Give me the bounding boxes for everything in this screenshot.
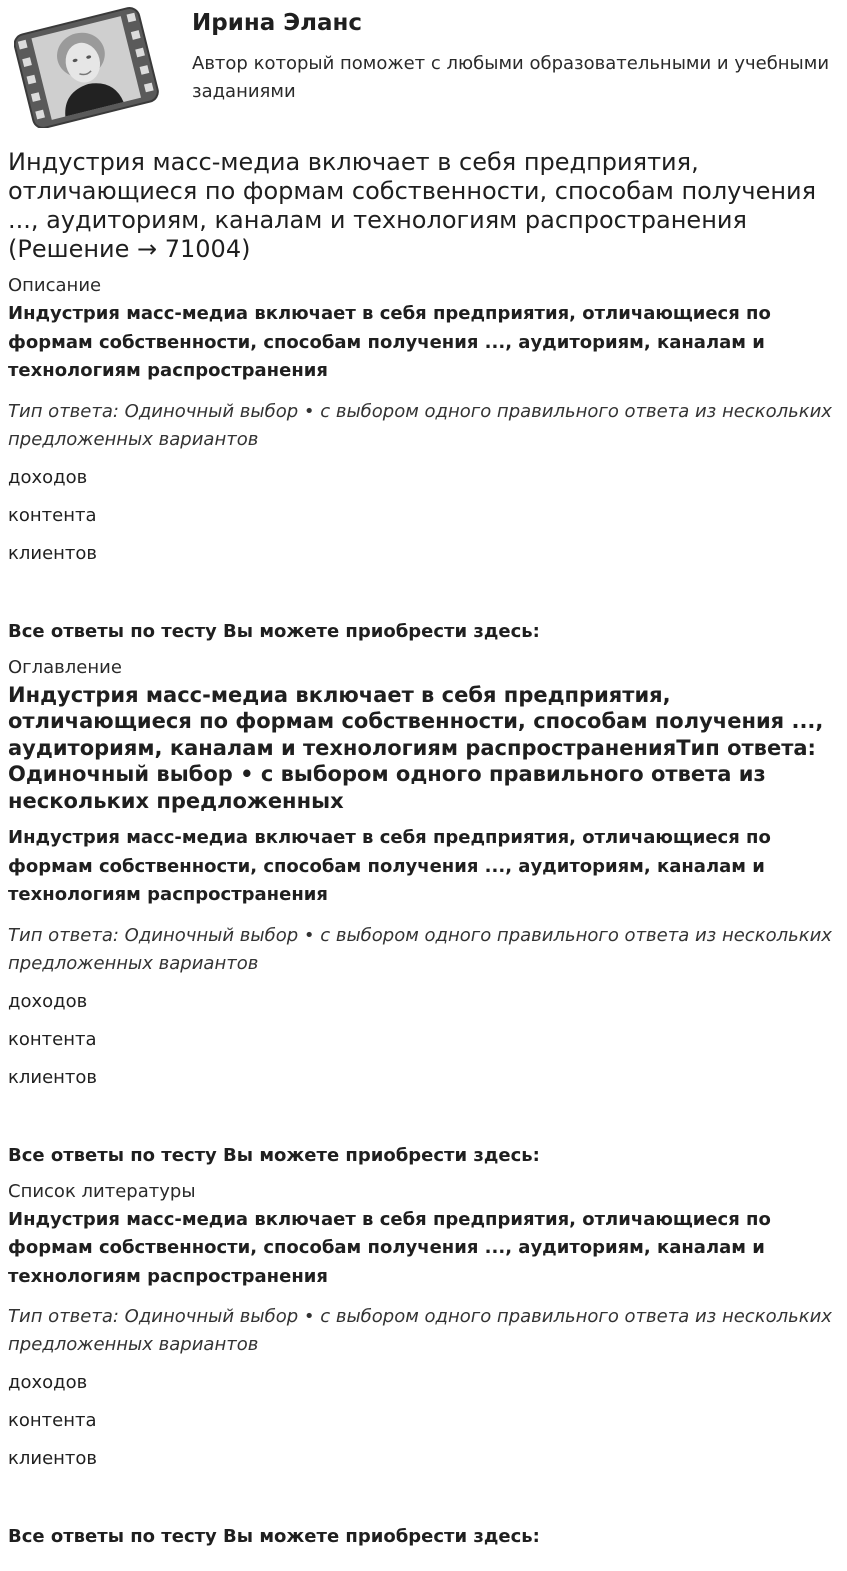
literature-section — [8, 1180, 839, 1552]
description-label: Описание — [8, 275, 102, 296]
description-section — [8, 274, 839, 646]
toc-option-2: контента — [8, 1028, 97, 1050]
toc-option-1: доходов — [8, 990, 88, 1012]
description-option-3: клиентов — [8, 542, 98, 564]
toc-section — [8, 656, 839, 1170]
literature-option-2: контента — [8, 1410, 97, 1431]
author-description: Автор который поможет с любыми образовательными и учебными заданиями — [192, 53, 830, 102]
page-title: Индустрия масс-медиа включает в себя предприятия, отличающиеся по формам собственности, способам получения ..., аудиториям, каналам и технологиям распространения (Решение → 71004) — [8, 148, 817, 263]
literature-question: Индустрия масс-медиа включает в себя предприятия, отличающиеся по формам собственности, способам получения ..., аудиториям, каналам и технологиям распространения — [8, 1208, 771, 1287]
description-option-2: контента — [8, 504, 97, 526]
author-block — [8, 0, 839, 130]
author-avatar[interactable] — [14, 6, 159, 128]
description-buy-note: Все ответы по тесту Вы можете приобрести здесь: — [8, 620, 540, 642]
toc-label: Оглавление — [8, 656, 122, 678]
literature-option-3: клиентов — [8, 1448, 98, 1469]
literature-buy-note: Все ответы по тесту Вы можете приобрести здесь: — [8, 1526, 540, 1547]
literature-option-1: доходов — [8, 1372, 88, 1393]
toc-answer-type: Тип ответа: Одиночный выбор • с выбором одного правильного ответа из нескольких предложенных вариантов — [8, 924, 832, 974]
description-question: Индустрия масс-медиа включает в себя предприятия, отличающиеся по формам собственности, способам получения ..., аудиториям, каналам и технологиям распространения — [8, 303, 771, 381]
toc-heading: Индустрия масс-медиа включает в себя предприятия, отличающиеся по формам собственности, способам получения ..., аудиториям, каналам и технологиям распространенияТип ответа: Одиночный выбор • с выбором одного правильного ответа из нескольких предложенных — [8, 682, 824, 813]
toc-question: Индустрия масс-медиа включает в себя предприятия, отличающиеся по формам собственности, способам получения ..., аудиториям, каналам и технологиям распространения — [8, 827, 771, 905]
author-name[interactable]: Ирина Эланс — [192, 10, 363, 36]
description-answer-type: Тип ответа: Одиночный выбор • с выбором одного правильного ответа из нескольких предложенных вариантов — [8, 400, 832, 450]
toc-buy-note: Все ответы по тесту Вы можете приобрести здесь: — [8, 1144, 540, 1166]
description-option-1: доходов — [8, 466, 88, 488]
literature-answer-type: Тип ответа: Одиночный выбор • с выбором одного правильного ответа из нескольких предложенных вариантов — [8, 1306, 832, 1355]
toc-option-3: клиентов — [8, 1066, 98, 1088]
literature-label: Список литературы — [8, 1180, 196, 1202]
